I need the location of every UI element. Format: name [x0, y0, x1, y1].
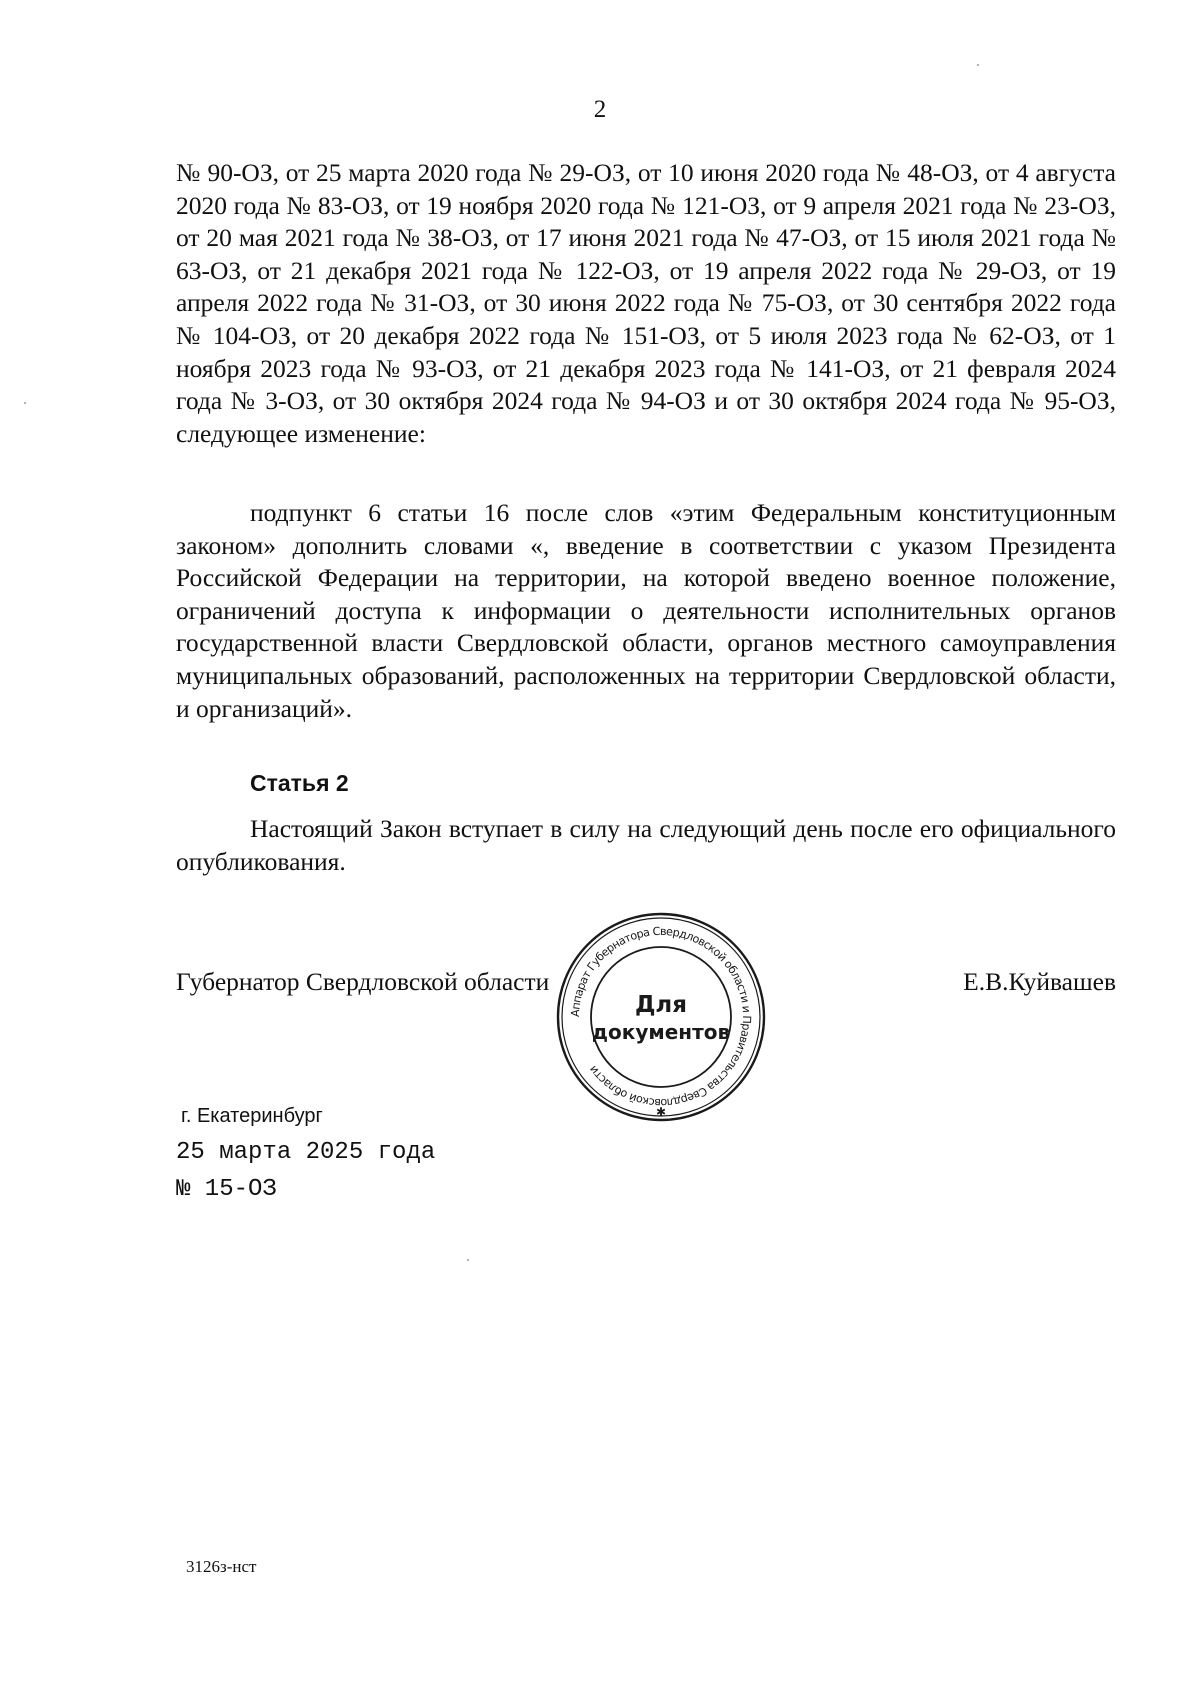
stamp-star: ✱ — [655, 1105, 667, 1119]
law-number: № 15-ОЗ — [176, 1176, 277, 1203]
scan-speck — [977, 64, 979, 66]
page-number: 2 — [593, 96, 607, 123]
signing-date: 25 марта 2025 года — [176, 1139, 436, 1166]
stamp-ring-text: Аппарат Губернатора Свердловской области и Правительства Свердловской области — [568, 924, 754, 1110]
article-2-text: Настоящий Закон вступает в силу на следующий день после его официального опубликования. — [176, 814, 1116, 876]
governor-name: Е.В.Куйвашев — [963, 967, 1116, 996]
place-of-signing: г. Екатеринбург — [181, 1105, 323, 1127]
scan-speck — [467, 1259, 469, 1261]
governor-title: Губернатор Свердловской области — [176, 967, 550, 996]
official-seal-stamp — [555, 911, 767, 1123]
scan-speck — [24, 402, 26, 404]
subpoint-paragraph: подпункт 6 статьи 16 после слов «этим Федеральным конституционным законом» дополнить словами «, введение в соответствии с указом Президента Российской Федерации на территории, на которой введено военное положение, ограничений доступа к информации о деятельности исполнительных органов государственной власти Свердловской области, органов местного самоуправления муниципальных образований, расположенных на территории Свердловской области, и организаций». — [176, 498, 1116, 723]
article-2-heading: Статья 2 — [250, 770, 349, 796]
stamp-center-line-1: Для — [634, 992, 688, 1018]
stamp-center-line-2: документов — [591, 1020, 731, 1044]
amendments-paragraph: № 90-ОЗ, от 25 марта 2020 года № 29-ОЗ, от 10 июня 2020 года № 48-ОЗ, от 4 августа 2020 года № 83-ОЗ, от 19 ноября 2020 года № 121-ОЗ, от 9 апреля 2021 года № 23-ОЗ, от 20 мая 2021 года № 38-ОЗ, от 17 июня 2021 года № 47-ОЗ, от 15 июля 2021 года № 63-ОЗ, от 21 декабря 2021 года № 122-ОЗ, от 19 апреля 2022 года № 29-ОЗ, от 19 апреля 2022 года № 31-ОЗ, от 30 июня 2022 года № 75-ОЗ, от 30 сентября 2022 года № 104-ОЗ, от 20 декабря 2022 года № 151-ОЗ, от 5 июля 2023 года № 62-ОЗ, от 1 ноября 2023 года № 93-ОЗ, от 21 декабря 2023 года № 141-ОЗ, от 21 февраля 2024 года № 3-ОЗ, от 30 октября 2024 года № 94-ОЗ и от 30 октября 2024 года № 95-ОЗ, следующее изменение: — [176, 158, 1116, 448]
footer-document-code: 3126з-нст — [186, 1557, 257, 1576]
